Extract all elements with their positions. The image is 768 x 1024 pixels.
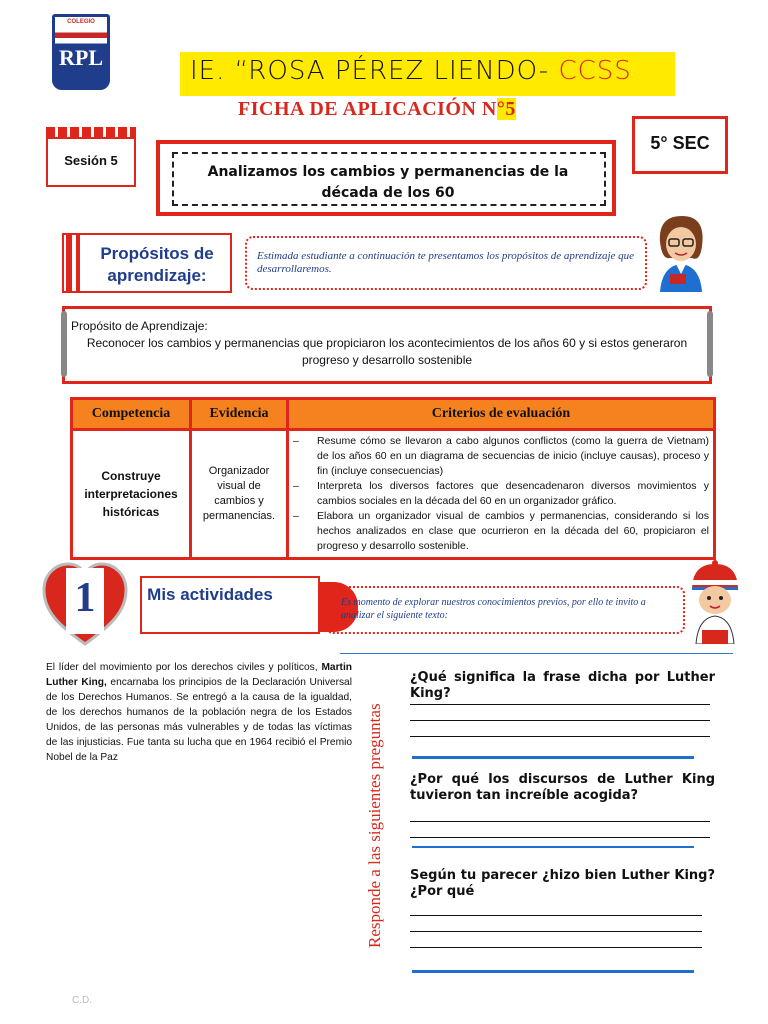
purposes-intro-bubble xyxy=(245,236,647,290)
header-evidencia: Evidencia xyxy=(191,399,288,430)
worksheet-number: °5 xyxy=(496,98,516,120)
question-3: Según tu parecer ¿hizo bien Luther King? ¿Por qué xyxy=(410,868,715,899)
divider-line xyxy=(340,653,733,654)
vertical-instruction-text: Responde a las siguientes preguntas xyxy=(365,703,384,948)
topic-box xyxy=(156,140,616,216)
title-prefix: IE. “ROSA PÉREZ LIENDO- xyxy=(190,56,550,86)
answer-line[interactable] xyxy=(410,930,702,932)
learning-purpose-text: Reconocer los cambios y permanencias que propiciaron los acontecimientos de los años 60 y si estos generaron progreso y desarrollo sostenible xyxy=(86,336,688,367)
section-number-heart xyxy=(40,560,130,650)
teacher-illustration xyxy=(652,212,710,292)
decor-bar xyxy=(66,235,72,291)
table-row xyxy=(72,430,715,559)
answer-line[interactable] xyxy=(410,719,710,721)
answer-line[interactable] xyxy=(410,735,710,737)
reading-text-part: El líder del movimiento por los derechos civiles y políticos, xyxy=(46,662,322,673)
blue-rule xyxy=(412,756,694,759)
answer-line[interactable] xyxy=(410,703,710,705)
section-number: 1 xyxy=(74,575,96,621)
reading-text-name: Martin Luther King, xyxy=(46,662,352,688)
activities-heading: Mis actividades xyxy=(147,585,273,604)
activities-intro-bubble xyxy=(325,586,685,634)
table-header-row xyxy=(72,399,715,430)
scroll-roll-left xyxy=(61,311,67,377)
question-1: ¿Qué significa la frase dicha por Luther King? xyxy=(410,670,715,701)
answer-line[interactable] xyxy=(410,946,702,948)
worksheet-title-text: FICHA DE APLICACIÓN N xyxy=(238,98,497,120)
student-illustration xyxy=(686,560,744,644)
header-competencia: Competencia xyxy=(72,399,191,430)
reading-text xyxy=(46,660,352,765)
title-accent: CCSS xyxy=(558,56,632,86)
criteria-item: – Interpreta los diversos factores que desencadenaron diversos movimientos y cambios sociales en la década del 60 en un organizador gráfico. xyxy=(293,479,709,509)
learning-purpose-label: Propósito de Aprendizaje: xyxy=(71,319,208,333)
answer-line[interactable] xyxy=(410,836,710,838)
vertical-instruction xyxy=(350,682,390,952)
session-label: Sesión 5 xyxy=(64,153,118,168)
scroll-roll-right xyxy=(707,311,713,377)
answer-line[interactable] xyxy=(410,820,710,822)
worksheet-title xyxy=(238,98,516,121)
session-tag xyxy=(46,127,136,187)
logo-monogram: RPL xyxy=(59,45,103,70)
reading-text-part: encarnaba los principios de la Declaración Universal de los Derechos Humanos. Se entregó a la causa de la igualdad, de los derechos humanos de la población negra de los Estados Unidos, de las personas más vulnerables y de todas las víctimas de las injusticias. Fue tanta su lucha que en 1964 recibió el Premio Nobel de la Paz xyxy=(46,677,352,763)
header-criterios: Criterios de evaluación xyxy=(288,399,715,430)
logo-tag: COLEGIO xyxy=(67,19,95,25)
answer-line[interactable] xyxy=(410,914,702,916)
purposes-heading-box xyxy=(62,233,232,293)
page-title xyxy=(190,56,632,86)
decor-bar xyxy=(76,235,80,291)
purposes-heading: Propósitos de aprendizaje: xyxy=(100,244,214,285)
footer-mark: C.D. xyxy=(72,995,92,1006)
blue-rule xyxy=(412,846,694,848)
purposes-intro-text: Estimada estudiante a continuación te presentamos los propósitos de aprendizaje que desarrollaremos. xyxy=(257,250,635,275)
evaluation-table xyxy=(70,397,716,560)
criteria-list xyxy=(293,434,709,554)
title-banner xyxy=(180,52,675,96)
topic-text: Analizamos los cambios y permanencias de la década de los 60 xyxy=(207,164,569,201)
activities-heading-box xyxy=(140,576,320,634)
blue-rule xyxy=(412,970,694,973)
cell-evidencia: Organizador visual de cambios y permanencias. xyxy=(191,430,288,559)
school-logo xyxy=(52,14,110,90)
grade-label: 5° SEC xyxy=(650,133,710,153)
criteria-item: – Resume cómo se llevaron a cabo algunos conflictos (como la guerra de Vietnam) de los años 60 en un diagrama de secuencias de inicio (incluye causas), proceso y fin (incluye consecuencias) xyxy=(293,434,709,479)
learning-purpose-box xyxy=(62,306,712,384)
cell-competencia: Construye interpretaciones históricas xyxy=(72,430,191,559)
cell-criterios xyxy=(288,430,715,559)
session-box xyxy=(46,137,136,187)
criteria-item: – Elabora un organizador visual de cambios y permanencias, considerando si los hechos analizados en clase que ocurrieron en la década del 60, propiciaron el progreso y desarrollo sostenible. xyxy=(293,509,709,554)
grade-box xyxy=(632,116,728,174)
question-2: ¿Por qué los discursos de Luther King tuvieron tan increíble acogida? xyxy=(410,772,715,803)
activities-intro-text: Es momento de explorar nuestros conocimientos previos, por ello te invito a analizar el siguiente texto: xyxy=(341,597,646,621)
